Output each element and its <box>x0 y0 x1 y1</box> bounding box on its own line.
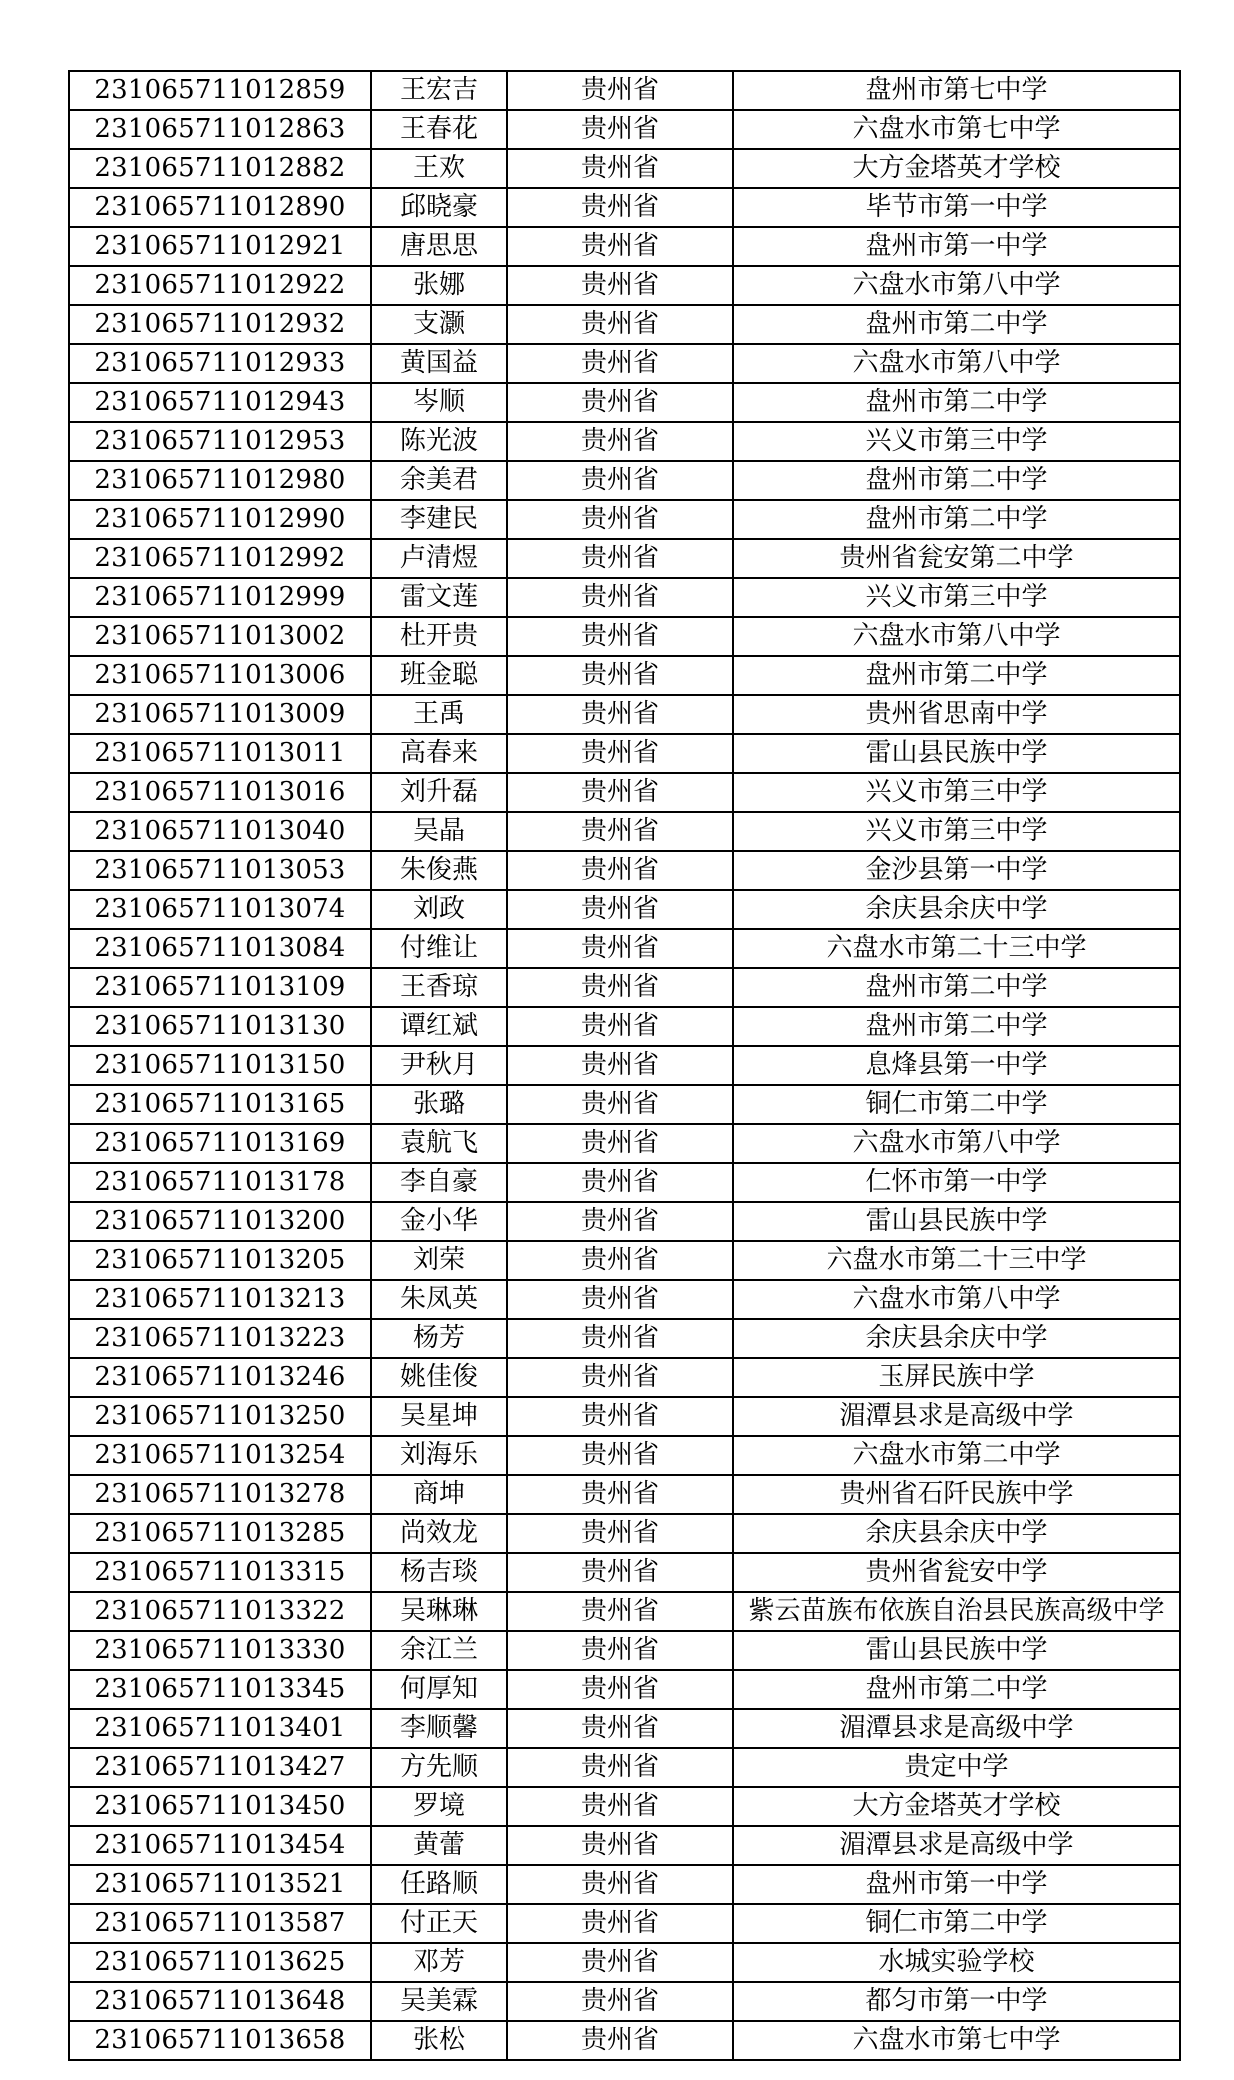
school-cell: 雷山县民族中学 <box>733 1631 1180 1670</box>
table-row <box>69 578 1180 617</box>
province-cell: 贵州省 <box>507 500 733 539</box>
province-cell: 贵州省 <box>507 1358 733 1397</box>
province-cell: 贵州省 <box>507 1436 733 1475</box>
exam-id-cell: 231065711013427 <box>69 1748 371 1787</box>
table-row <box>69 695 1180 734</box>
school-cell: 兴义市第三中学 <box>733 578 1180 617</box>
school-cell: 金沙县第一中学 <box>733 851 1180 890</box>
exam-id-cell: 231065711013200 <box>69 1202 371 1241</box>
school-cell: 大方金塔英才学校 <box>733 1787 1180 1826</box>
province-cell: 贵州省 <box>507 1943 733 1982</box>
table-row <box>69 851 1180 890</box>
table-row <box>69 1631 1180 1670</box>
table-row <box>69 1787 1180 1826</box>
table-row <box>69 1085 1180 1124</box>
school-cell: 盘州市第二中学 <box>733 500 1180 539</box>
student-name-cell: 付维让 <box>371 929 507 968</box>
table-row <box>69 1124 1180 1163</box>
province-cell: 贵州省 <box>507 851 733 890</box>
province-cell: 贵州省 <box>507 1865 733 1904</box>
province-cell: 贵州省 <box>507 539 733 578</box>
student-name-cell: 吴星坤 <box>371 1397 507 1436</box>
province-cell: 贵州省 <box>507 149 733 188</box>
province-cell: 贵州省 <box>507 305 733 344</box>
province-cell: 贵州省 <box>507 383 733 422</box>
student-name-cell: 刘海乐 <box>371 1436 507 1475</box>
school-cell: 盘州市第二中学 <box>733 656 1180 695</box>
student-name-cell: 杨吉琰 <box>371 1553 507 1592</box>
exam-id-cell: 231065711012921 <box>69 227 371 266</box>
province-cell: 贵州省 <box>507 1787 733 1826</box>
school-cell: 盘州市第二中学 <box>733 1007 1180 1046</box>
table-row <box>69 539 1180 578</box>
province-cell: 贵州省 <box>507 461 733 500</box>
school-cell: 紫云苗族布依族自治县民族高级中学 <box>733 1592 1180 1631</box>
exam-id-cell: 231065711013074 <box>69 890 371 929</box>
table-row <box>69 1241 1180 1280</box>
exam-id-cell: 231065711013648 <box>69 1982 371 2021</box>
school-cell: 贵州省石阡民族中学 <box>733 1475 1180 1514</box>
exam-id-cell: 231065711013246 <box>69 1358 371 1397</box>
exam-id-cell: 231065711013006 <box>69 656 371 695</box>
exam-id-cell: 231065711013345 <box>69 1670 371 1709</box>
province-cell: 贵州省 <box>507 1553 733 1592</box>
table-row <box>69 617 1180 656</box>
exam-id-cell: 231065711013625 <box>69 1943 371 1982</box>
table-row <box>69 1475 1180 1514</box>
student-name-cell: 张娜 <box>371 266 507 305</box>
province-cell: 贵州省 <box>507 1202 733 1241</box>
roster-table-body <box>69 71 1180 2060</box>
province-cell: 贵州省 <box>507 1514 733 1553</box>
school-cell: 盘州市第二中学 <box>733 305 1180 344</box>
province-cell: 贵州省 <box>507 1904 733 1943</box>
table-row <box>69 1046 1180 1085</box>
student-name-cell: 邱晓豪 <box>371 188 507 227</box>
exam-id-cell: 231065711012953 <box>69 422 371 461</box>
school-cell: 贵州省思南中学 <box>733 695 1180 734</box>
student-name-cell: 吴琳琳 <box>371 1592 507 1631</box>
table-row <box>69 734 1180 773</box>
province-cell: 贵州省 <box>507 617 733 656</box>
table-row <box>69 266 1180 305</box>
student-name-cell: 吴晶 <box>371 812 507 851</box>
province-cell: 贵州省 <box>507 1007 733 1046</box>
student-name-cell: 卢清煜 <box>371 539 507 578</box>
exam-id-cell: 231065711013205 <box>69 1241 371 1280</box>
table-row <box>69 227 1180 266</box>
table-row <box>69 188 1180 227</box>
table-row <box>69 422 1180 461</box>
school-cell: 铜仁市第二中学 <box>733 1904 1180 1943</box>
province-cell: 贵州省 <box>507 656 733 695</box>
student-name-cell: 刘荣 <box>371 1241 507 1280</box>
exam-id-cell: 231065711013322 <box>69 1592 371 1631</box>
school-cell: 贵州省瓮安中学 <box>733 1553 1180 1592</box>
table-row <box>69 1514 1180 1553</box>
exam-id-cell: 231065711013315 <box>69 1553 371 1592</box>
exam-id-cell: 231065711012999 <box>69 578 371 617</box>
school-cell: 兴义市第三中学 <box>733 422 1180 461</box>
exam-id-cell: 231065711012933 <box>69 344 371 383</box>
province-cell: 贵州省 <box>507 1046 733 1085</box>
table-row <box>69 71 1180 110</box>
exam-id-cell: 231065711013254 <box>69 1436 371 1475</box>
student-name-cell: 袁航飞 <box>371 1124 507 1163</box>
table-row <box>69 1202 1180 1241</box>
school-cell: 六盘水市第八中学 <box>733 266 1180 305</box>
exam-id-cell: 231065711012890 <box>69 188 371 227</box>
school-cell: 余庆县余庆中学 <box>733 1319 1180 1358</box>
school-cell: 盘州市第二中学 <box>733 1670 1180 1709</box>
exam-id-cell: 231065711013278 <box>69 1475 371 1514</box>
student-name-cell: 黄国益 <box>371 344 507 383</box>
table-row <box>69 1397 1180 1436</box>
school-cell: 大方金塔英才学校 <box>733 149 1180 188</box>
student-name-cell: 王禹 <box>371 695 507 734</box>
school-cell: 贵州省瓮安第二中学 <box>733 539 1180 578</box>
province-cell: 贵州省 <box>507 1475 733 1514</box>
exam-id-cell: 231065711012990 <box>69 500 371 539</box>
table-row <box>69 1982 1180 2021</box>
table-row <box>69 812 1180 851</box>
student-name-cell: 雷文莲 <box>371 578 507 617</box>
student-name-cell: 金小华 <box>371 1202 507 1241</box>
school-cell: 水城实验学校 <box>733 1943 1180 1982</box>
student-name-cell: 杨芳 <box>371 1319 507 1358</box>
school-cell: 余庆县余庆中学 <box>733 890 1180 929</box>
exam-id-cell: 231065711013130 <box>69 1007 371 1046</box>
table-row <box>69 1163 1180 1202</box>
school-cell: 雷山县民族中学 <box>733 734 1180 773</box>
province-cell: 贵州省 <box>507 422 733 461</box>
school-cell: 六盘水市第八中学 <box>733 1124 1180 1163</box>
exam-id-cell: 231065711013011 <box>69 734 371 773</box>
school-cell: 雷山县民族中学 <box>733 1202 1180 1241</box>
table-row <box>69 1358 1180 1397</box>
student-name-cell: 付正天 <box>371 1904 507 1943</box>
table-row <box>69 890 1180 929</box>
province-cell: 贵州省 <box>507 1982 733 2021</box>
exam-id-cell: 231065711013658 <box>69 2021 371 2060</box>
exam-id-cell: 231065711013521 <box>69 1865 371 1904</box>
exam-id-cell: 231065711012980 <box>69 461 371 500</box>
province-cell: 贵州省 <box>507 2021 733 2060</box>
school-cell: 贵定中学 <box>733 1748 1180 1787</box>
province-cell: 贵州省 <box>507 1670 733 1709</box>
roster-table <box>68 70 1181 2061</box>
table-row <box>69 1553 1180 1592</box>
province-cell: 贵州省 <box>507 1085 733 1124</box>
exam-id-cell: 231065711012922 <box>69 266 371 305</box>
school-cell: 湄潭县求是高级中学 <box>733 1709 1180 1748</box>
table-row <box>69 656 1180 695</box>
province-cell: 贵州省 <box>507 578 733 617</box>
school-cell: 兴义市第三中学 <box>733 812 1180 851</box>
table-row <box>69 2021 1180 2060</box>
exam-id-cell: 231065711013178 <box>69 1163 371 1202</box>
table-row <box>69 383 1180 422</box>
student-name-cell: 高春来 <box>371 734 507 773</box>
table-row <box>69 1007 1180 1046</box>
province-cell: 贵州省 <box>507 1397 733 1436</box>
province-cell: 贵州省 <box>507 695 733 734</box>
exam-id-cell: 231065711013109 <box>69 968 371 1007</box>
student-name-cell: 谭红斌 <box>371 1007 507 1046</box>
school-cell: 六盘水市第八中学 <box>733 344 1180 383</box>
province-cell: 贵州省 <box>507 773 733 812</box>
table-row <box>69 1748 1180 1787</box>
province-cell: 贵州省 <box>507 344 733 383</box>
province-cell: 贵州省 <box>507 1826 733 1865</box>
school-cell: 兴义市第三中学 <box>733 773 1180 812</box>
student-name-cell: 朱俊燕 <box>371 851 507 890</box>
table-row <box>69 500 1180 539</box>
table-row <box>69 1319 1180 1358</box>
exam-id-cell: 231065711013454 <box>69 1826 371 1865</box>
school-cell: 盘州市第二中学 <box>733 383 1180 422</box>
table-row <box>69 149 1180 188</box>
student-name-cell: 王宏吉 <box>371 71 507 110</box>
school-cell: 仁怀市第一中学 <box>733 1163 1180 1202</box>
exam-id-cell: 231065711013016 <box>69 773 371 812</box>
table-row <box>69 929 1180 968</box>
student-name-cell: 邓芳 <box>371 1943 507 1982</box>
table-row <box>69 1826 1180 1865</box>
school-cell: 湄潭县求是高级中学 <box>733 1397 1180 1436</box>
exam-id-cell: 231065711013040 <box>69 812 371 851</box>
student-name-cell: 吴美霖 <box>371 1982 507 2021</box>
school-cell: 余庆县余庆中学 <box>733 1514 1180 1553</box>
table-row <box>69 1865 1180 1904</box>
school-cell: 湄潭县求是高级中学 <box>733 1826 1180 1865</box>
student-name-cell: 朱凤英 <box>371 1280 507 1319</box>
student-name-cell: 李自豪 <box>371 1163 507 1202</box>
exam-id-cell: 231065711013330 <box>69 1631 371 1670</box>
student-name-cell: 张松 <box>371 2021 507 2060</box>
exam-id-cell: 231065711012943 <box>69 383 371 422</box>
exam-id-cell: 231065711013165 <box>69 1085 371 1124</box>
province-cell: 贵州省 <box>507 110 733 149</box>
table-row <box>69 773 1180 812</box>
school-cell: 都匀市第一中学 <box>733 1982 1180 2021</box>
student-name-cell: 王香琼 <box>371 968 507 1007</box>
school-cell: 盘州市第一中学 <box>733 1865 1180 1904</box>
school-cell: 铜仁市第二中学 <box>733 1085 1180 1124</box>
province-cell: 贵州省 <box>507 1319 733 1358</box>
table-row <box>69 1436 1180 1475</box>
exam-id-cell: 231065711012863 <box>69 110 371 149</box>
school-cell: 六盘水市第二十三中学 <box>733 929 1180 968</box>
student-name-cell: 余美君 <box>371 461 507 500</box>
table-row <box>69 1670 1180 1709</box>
student-name-cell: 商坤 <box>371 1475 507 1514</box>
province-cell: 贵州省 <box>507 1709 733 1748</box>
table-row <box>69 1709 1180 1748</box>
school-cell: 六盘水市第七中学 <box>733 110 1180 149</box>
province-cell: 贵州省 <box>507 1280 733 1319</box>
exam-id-cell: 231065711012882 <box>69 149 371 188</box>
exam-id-cell: 231065711012859 <box>69 71 371 110</box>
province-cell: 贵州省 <box>507 1592 733 1631</box>
table-row <box>69 1592 1180 1631</box>
exam-id-cell: 231065711013401 <box>69 1709 371 1748</box>
school-cell: 六盘水市第八中学 <box>733 1280 1180 1319</box>
exam-id-cell: 231065711013169 <box>69 1124 371 1163</box>
table-row <box>69 344 1180 383</box>
exam-id-cell: 231065711012932 <box>69 305 371 344</box>
student-name-cell: 任路顺 <box>371 1865 507 1904</box>
exam-id-cell: 231065711013223 <box>69 1319 371 1358</box>
province-cell: 贵州省 <box>507 1748 733 1787</box>
student-name-cell: 唐思思 <box>371 227 507 266</box>
student-name-cell: 杜开贵 <box>371 617 507 656</box>
school-cell: 六盘水市第二中学 <box>733 1436 1180 1475</box>
exam-id-cell: 231065711013002 <box>69 617 371 656</box>
table-row <box>69 968 1180 1007</box>
table-row <box>69 110 1180 149</box>
exam-id-cell: 231065711013213 <box>69 1280 371 1319</box>
province-cell: 贵州省 <box>507 227 733 266</box>
student-name-cell: 姚佳俊 <box>371 1358 507 1397</box>
student-name-cell: 张璐 <box>371 1085 507 1124</box>
exam-id-cell: 231065711013285 <box>69 1514 371 1553</box>
province-cell: 贵州省 <box>507 890 733 929</box>
province-cell: 贵州省 <box>507 1631 733 1670</box>
province-cell: 贵州省 <box>507 734 733 773</box>
exam-id-cell: 231065711013450 <box>69 1787 371 1826</box>
student-name-cell: 陈光波 <box>371 422 507 461</box>
student-name-cell: 李建民 <box>371 500 507 539</box>
school-cell: 盘州市第一中学 <box>733 227 1180 266</box>
school-cell: 盘州市第二中学 <box>733 461 1180 500</box>
table-row <box>69 305 1180 344</box>
school-cell: 盘州市第二中学 <box>733 968 1180 1007</box>
student-name-cell: 尚效龙 <box>371 1514 507 1553</box>
province-cell: 贵州省 <box>507 1124 733 1163</box>
province-cell: 贵州省 <box>507 929 733 968</box>
province-cell: 贵州省 <box>507 1241 733 1280</box>
school-cell: 息烽县第一中学 <box>733 1046 1180 1085</box>
school-cell: 毕节市第一中学 <box>733 188 1180 227</box>
exam-id-cell: 231065711013587 <box>69 1904 371 1943</box>
student-name-cell: 王欢 <box>371 149 507 188</box>
table-row <box>69 1943 1180 1982</box>
student-name-cell: 岑顺 <box>371 383 507 422</box>
student-name-cell: 班金聪 <box>371 656 507 695</box>
exam-id-cell: 231065711013250 <box>69 1397 371 1436</box>
school-cell: 六盘水市第七中学 <box>733 2021 1180 2060</box>
province-cell: 贵州省 <box>507 968 733 1007</box>
student-name-cell: 刘升磊 <box>371 773 507 812</box>
province-cell: 贵州省 <box>507 266 733 305</box>
school-cell: 玉屏民族中学 <box>733 1358 1180 1397</box>
province-cell: 贵州省 <box>507 1163 733 1202</box>
table-row <box>69 1904 1180 1943</box>
province-cell: 贵州省 <box>507 71 733 110</box>
school-cell: 六盘水市第八中学 <box>733 617 1180 656</box>
table-row <box>69 1280 1180 1319</box>
student-name-cell: 刘政 <box>371 890 507 929</box>
school-cell: 六盘水市第二十三中学 <box>733 1241 1180 1280</box>
student-name-cell: 黄蕾 <box>371 1826 507 1865</box>
province-cell: 贵州省 <box>507 188 733 227</box>
exam-id-cell: 231065711013150 <box>69 1046 371 1085</box>
table-row <box>69 461 1180 500</box>
exam-id-cell: 231065711013053 <box>69 851 371 890</box>
student-name-cell: 何厚知 <box>371 1670 507 1709</box>
exam-id-cell: 231065711012992 <box>69 539 371 578</box>
student-name-cell: 方先顺 <box>371 1748 507 1787</box>
exam-id-cell: 231065711013009 <box>69 695 371 734</box>
school-cell: 盘州市第七中学 <box>733 71 1180 110</box>
province-cell: 贵州省 <box>507 812 733 851</box>
student-name-cell: 支灏 <box>371 305 507 344</box>
student-name-cell: 尹秋月 <box>371 1046 507 1085</box>
student-name-cell: 李顺馨 <box>371 1709 507 1748</box>
student-name-cell: 罗境 <box>371 1787 507 1826</box>
exam-id-cell: 231065711013084 <box>69 929 371 968</box>
student-name-cell: 余江兰 <box>371 1631 507 1670</box>
student-name-cell: 王春花 <box>371 110 507 149</box>
